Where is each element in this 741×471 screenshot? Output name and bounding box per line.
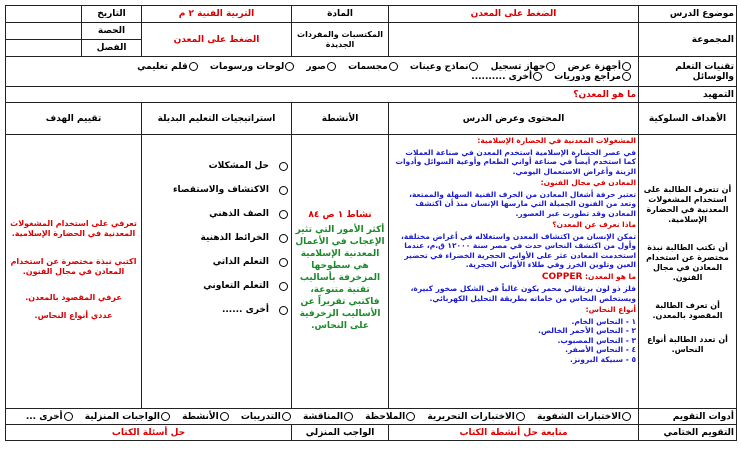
objectives-header: الأهداف السلوكية	[639, 103, 737, 135]
content-paragraph: تعتبر حرفة أشغال المعادن من الحرف الفنية السهلة والممتعة، وتعد من الفنون الجميلة التي مارسها الإنسان منذ أن اكتشف المعادن وقد تطورت عبر العصور.	[409, 189, 637, 218]
lesson-plan-table	[5, 5, 737, 441]
assessment-option[interactable]: الواجبات المنزلية	[85, 412, 171, 422]
tools-row-1	[8, 62, 636, 72]
tool-option[interactable]: جهاز تسجيل	[491, 62, 557, 72]
objective-item: أن تعرف الطالبة المقصود بالمعدن.	[652, 301, 723, 320]
content-heading: ما هو المعدن: COPPER	[541, 271, 637, 282]
radio-icon	[64, 412, 73, 421]
tools-options	[6, 57, 639, 87]
content-heading: ماذا نعرف عن المعدن؟	[552, 220, 637, 229]
radio-icon	[285, 62, 294, 71]
evaluation-item: عددي أنواع النحاس.	[34, 311, 113, 320]
radio-icon	[279, 306, 288, 315]
strategy-option[interactable]: الخرائط الذهنية	[144, 233, 289, 243]
content-paragraph: تمكن الإنسان من اكتشاف المعدن واستغلاله في أغراض مختلفة، وأول من اكتشف النحاس حدث في مصر سنة ١٢٠٠٠ ق.م، عندما استخدمت المعادن عثر على الأواني الحجرية الخضراء في تحضير العين وتلوين الخرز وفي طلاء الأواني الحجرية.	[400, 231, 637, 269]
strategy-option[interactable]: الصف الذهني	[144, 209, 289, 219]
content-paragraph: في عصر الحضارة الإسلامية استخدم المعدن في صناعة العملات كما استخدم أيضاً في صناعة أواني الطعام وأوعية السوائل وأدوات الزينة وأغراض الاستعمال اليومي.	[395, 147, 637, 176]
tools-row-2	[8, 72, 636, 82]
copper-type-item: ٤ - النحاس الأصفر.	[565, 345, 637, 354]
radio-icon	[622, 412, 631, 421]
radio-icon	[220, 412, 229, 421]
evaluation-item: اكتبي نبذة مختصرة عن استخدام المعادن في مجال الفنون.	[10, 257, 137, 276]
assessment-option[interactable]: الاختبارات الشفوية	[537, 412, 632, 422]
homework-value: حل أسئلة الكتاب	[6, 425, 292, 441]
topic-label: موضوع الدرس	[639, 6, 737, 23]
assessment-label: أدوات التقويم	[639, 409, 737, 425]
assessment-option[interactable]: الأنشطة	[182, 412, 230, 422]
strategy-option[interactable]: الاكتشاف والاستقصاء	[144, 185, 289, 195]
group-label: المجموعة	[639, 23, 737, 57]
class-label: الفصل	[82, 40, 142, 57]
closing-label: التقويم الختامي	[639, 425, 737, 441]
radio-icon	[189, 62, 198, 71]
class-value[interactable]	[6, 40, 82, 57]
objective-item: أن تعدد الطالبة أنواع النحاس.	[647, 335, 728, 354]
radio-icon	[279, 210, 288, 219]
radio-icon	[279, 186, 288, 195]
evaluation-cell	[6, 135, 142, 409]
radio-icon	[622, 62, 631, 71]
assessment-option[interactable]: أخرى ...	[26, 412, 74, 422]
activities-cell	[292, 135, 389, 409]
objectives-cell	[639, 135, 737, 409]
content-heading: المشغولات المعدنية في الحضارة الإسلامية:	[477, 136, 637, 145]
period-label: الحصة	[82, 23, 142, 40]
radio-icon	[161, 412, 170, 421]
date-value[interactable]	[6, 6, 82, 23]
radio-icon	[282, 412, 291, 421]
radio-icon	[279, 234, 288, 243]
radio-icon	[546, 62, 555, 71]
activities-header: الأنشطة	[292, 103, 389, 135]
tool-option[interactable]: لوحات ورسومات	[210, 62, 295, 72]
tool-option[interactable]: أخرى ..........	[471, 72, 543, 82]
date-label: التاريخ	[82, 6, 142, 23]
tool-option[interactable]: مجسمات	[348, 62, 399, 72]
tool-option[interactable]: صور	[306, 62, 337, 72]
strategy-option[interactable]: أخرى ......	[144, 305, 289, 315]
period-value[interactable]	[6, 23, 82, 40]
content-cell	[389, 135, 639, 409]
intro-label: التمهيد	[639, 87, 737, 103]
assessment-option[interactable]: الملاحظة	[365, 412, 416, 422]
content-heading: المعادن في مجال الفنون:	[540, 178, 637, 187]
tool-option[interactable]: نماذج وعينات	[410, 62, 480, 72]
copper-type-item: ٣ - النحاس المصبوب.	[557, 335, 637, 345]
copper-type-item: ١ - النحاس الخام.	[571, 316, 637, 326]
activity-text: أكثر الأمور التي تثير الإعجاب في الأعمال المعدنية الإسلامية هي سطوحها المزخرفة بأساليب تقنية متنوعة، فاكتبي تقريراً عن الأساليب الزخرفية على النحاس.	[295, 224, 385, 331]
homework-label: الواجب المنزلي	[292, 425, 389, 441]
strategies-header: استراتيجيات التعليم البديلة	[142, 103, 292, 135]
radio-icon	[406, 412, 415, 421]
radio-icon	[279, 258, 288, 267]
topic-value: الضغط على المعدن	[389, 6, 639, 23]
radio-icon	[279, 282, 288, 291]
skills-value: الضغط على المعدن	[142, 23, 292, 57]
group-value[interactable]	[389, 23, 639, 57]
subject-label: المادة	[292, 6, 389, 23]
strategy-option[interactable]: التعلم الذاتي	[144, 257, 289, 267]
evaluation-header: تقييم الهدف	[6, 103, 142, 135]
radio-icon	[279, 162, 288, 171]
strategy-option[interactable]: التعلم التعاوني	[144, 281, 289, 291]
objective-item: أن تتعرف الطالبة على استخدام المشغولات المعدنية في الحضارة الإسلامية.	[643, 185, 732, 224]
skills-label: المكتسبات والمفردات الجديدة	[292, 23, 389, 57]
assessment-option[interactable]: الاختبارات التحريرية	[427, 412, 525, 422]
follow-activities: متابعة حل أنشطة الكتاب	[389, 425, 639, 441]
tools-label: تقنيات التعلم والوسائل	[639, 57, 737, 87]
tool-option[interactable]: قلم تعليمي	[137, 62, 199, 72]
radio-icon	[622, 72, 631, 81]
assessment-option[interactable]: المناقشة	[303, 412, 354, 422]
content-paragraph: فلز ذو لون برتقالي محمر يكون غالباً في الشكل صخور كبيرة، ويستخلص النحاس من خاماته بطريقة التحليل الكهربائي.	[410, 284, 637, 303]
assessment-options	[6, 409, 639, 425]
assessment-option[interactable]: التدريبات	[241, 412, 292, 422]
objective-item: أن تكتب الطالبة نبذة مختصرة عن استخدام المعادن في مجال الفنون.	[646, 243, 729, 282]
content-header: المحتوى وعرض الدرس	[389, 103, 639, 135]
intro-question: ما هو المعدن؟	[6, 87, 639, 103]
copper-type-item: ٥ - سبيكة البرونز.	[569, 354, 637, 364]
content-heading: أنواع النحاس:	[585, 305, 637, 314]
copper-type-item: ٢ - النحاس الأحمر الخالص.	[538, 326, 637, 335]
subject-value: التربية الفنية ٢ م	[142, 6, 292, 23]
radio-icon	[389, 62, 398, 71]
radio-icon	[344, 412, 353, 421]
evaluation-item: عرفي المقصود بالمعدن.	[25, 293, 122, 302]
radio-icon	[533, 72, 542, 81]
radio-icon	[516, 412, 525, 421]
tool-option[interactable]: أجهزة عرض	[568, 62, 632, 72]
strategy-option[interactable]: حل المشكلات	[144, 161, 289, 171]
radio-icon	[469, 62, 478, 71]
evaluation-item: تعرفي على استخدام المشغولات المعدنية في الحضارة الإسلامية.	[10, 219, 137, 238]
radio-icon	[327, 62, 336, 71]
strategies-cell	[142, 135, 292, 409]
activity-title: نشاط ١ ص ٨٤	[308, 209, 372, 220]
tool-option[interactable]: مراجع ودوريات	[554, 72, 632, 82]
